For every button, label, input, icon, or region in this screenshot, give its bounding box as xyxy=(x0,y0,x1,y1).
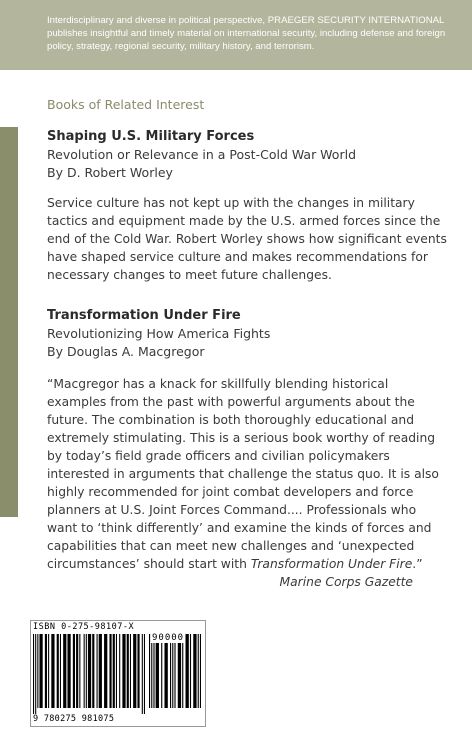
book-author: By Douglas A. Macgregor xyxy=(47,344,205,359)
book-review-quote xyxy=(47,375,447,573)
barcode-bar xyxy=(48,634,49,708)
barcode-bar xyxy=(130,634,131,708)
barcode-bar xyxy=(190,634,191,708)
barcode-bar xyxy=(174,634,175,708)
barcode-bar xyxy=(170,634,171,708)
barcode-bar xyxy=(35,634,36,714)
barcode-bar xyxy=(156,634,159,708)
barcode-bar xyxy=(133,634,136,708)
barcode-box xyxy=(30,620,206,727)
quote-end: .” xyxy=(412,557,423,571)
barcode-bar xyxy=(142,634,143,714)
barcode-bar xyxy=(109,634,111,708)
quote-text: “Macgregor has a knack for skillfully blending historical examples from the past with powerful arguments about the future. The combination is both thoroughly educational and extremely stimulating. This is a serious book worthy of reading by today’s field grade officers and civilian policymakers interested in arguments that challenge the status quo. It is also highly recommended for joint combat developers and force planners at U.S. Joint Forces Command.... Professionals who want to ‘think differently’ and examine the kinds of forces and capabilities that can meet new challenges and ‘unexpected circumstances’ should start with xyxy=(47,377,439,571)
related-heading: Books of Related Interest xyxy=(47,97,205,112)
barcode-bar xyxy=(198,634,199,708)
barcode-bar xyxy=(57,634,59,708)
barcode-bar xyxy=(186,634,189,708)
barcode-bar xyxy=(51,634,54,708)
barcode-bar xyxy=(116,634,117,708)
addon-code: 90000 xyxy=(152,633,185,643)
book-subtitle: Revolutionizing How America Fights xyxy=(47,326,271,341)
barcode-bar xyxy=(161,634,162,708)
barcode-bar xyxy=(99,634,102,708)
barcode-bar xyxy=(113,634,115,708)
barcode-bar xyxy=(76,634,78,708)
barcode-bar xyxy=(172,634,173,708)
barcode-bar xyxy=(86,634,87,708)
barcode-bar xyxy=(149,634,150,708)
barcode-bar xyxy=(37,634,38,708)
book-title: Shaping U.S. Military Forces xyxy=(47,129,255,144)
barcode-bar xyxy=(127,634,129,708)
book-author: By D. Robert Worley xyxy=(47,165,173,180)
barcode-bar xyxy=(193,634,196,708)
barcode-bar xyxy=(178,634,181,708)
barcode-bar xyxy=(92,634,94,708)
barcode-bar xyxy=(200,634,201,708)
barcode-bar xyxy=(119,634,120,708)
book-description: Service culture has not kept up with the changes in military tactics and equipment made by the U.S. armed forces since the end of the Cold War. Robert Worley shows how significant events have shaped service culture and makes recommendations for necessary changes to meet future challenges. xyxy=(47,196,447,282)
barcode-bar xyxy=(73,634,75,708)
side-accent-bar xyxy=(0,127,18,517)
barcode-bar xyxy=(122,634,125,708)
barcode-bar xyxy=(45,634,47,708)
ean-number: 9 780275 981075 xyxy=(33,714,115,724)
barcode-bar xyxy=(39,634,42,708)
barcode-bar xyxy=(104,634,107,708)
barcode-bar xyxy=(63,634,66,708)
book-subtitle: Revolution or Relevance in a Post-Cold War World xyxy=(47,147,357,162)
top-band xyxy=(0,0,472,70)
barcode-bar xyxy=(153,634,154,708)
barcode-bar xyxy=(137,634,139,708)
barcode-bar xyxy=(67,634,70,708)
barcode-bar xyxy=(97,634,98,708)
barcode-bar xyxy=(60,634,61,708)
quote-book-title: Transformation Under Fire xyxy=(250,557,413,571)
barcode-bar xyxy=(33,634,34,714)
barcode-bar xyxy=(182,634,183,708)
barcode-bar xyxy=(164,634,167,708)
barcode-bar xyxy=(88,634,91,708)
book-entry-transformation xyxy=(47,307,447,591)
barcode-bar xyxy=(79,634,80,708)
quote-attribution: Marine Corps Gazette xyxy=(279,575,413,589)
book-entry-shaping xyxy=(47,128,447,284)
isbn-label: ISBN 0-275-98107-X xyxy=(33,622,135,632)
addon-barcode xyxy=(149,634,201,714)
barcode-bar xyxy=(84,634,85,708)
publisher-blurb: Interdisciplinary and diverse in political perspective, PRAEGER SECURITY INTERNATIONAL publishes insightful and timely material on international security, including defense and foreign policy, strategy, regional security, military history, and terrorism. xyxy=(47,15,446,52)
book-title: Transformation Under Fire xyxy=(47,308,241,323)
barcode-bar xyxy=(144,634,145,714)
ean-barcode xyxy=(33,634,145,714)
barcode-bar xyxy=(151,634,152,708)
